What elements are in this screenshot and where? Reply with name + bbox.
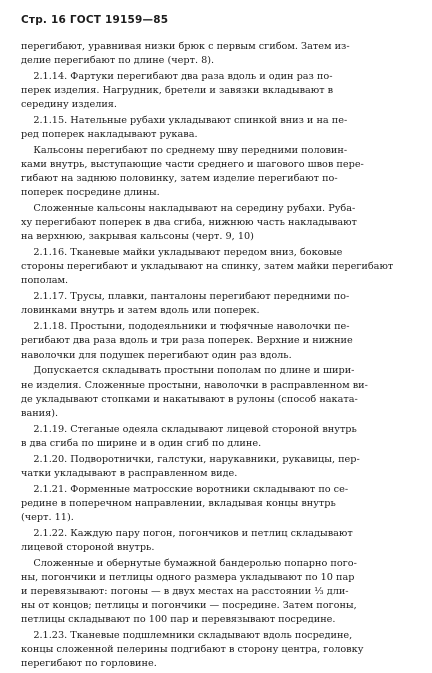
paragraph	[21, 557, 417, 627]
text-line: Допускается складывать простыни пополам по длине и шири-	[21, 365, 355, 377]
text-line: 2.1.23. Тканевые подшлемники складывают вдоль посредине,	[21, 629, 353, 641]
paragraph	[21, 423, 417, 451]
paragraph	[21, 144, 417, 200]
text-line: 2.1.19. Стеганые одеяла складывают лицевой стороной внутрь	[21, 423, 357, 435]
text-line: концы сложенной пелерины подгибают в сторону центра, головку	[21, 644, 364, 655]
paragraph	[21, 320, 417, 362]
text-line: ху перегибают поперек в два сгиба, нижнюю часть накладывают	[21, 217, 357, 229]
paragraph	[21, 114, 417, 142]
text-line: наволочки для подушек перегибают один раз вдоль.	[21, 349, 292, 361]
page-header: Стр. 16 ГОСТ 19159—85	[21, 14, 169, 26]
text-line: 2.1.21. Форменные матросские воротники складывают по се-	[21, 483, 349, 495]
paragraph	[21, 453, 417, 481]
text-line: перегибают по горловине.	[21, 658, 157, 670]
text-line: ками внутрь, выступающие части среднего и шагового швов пере-	[21, 159, 364, 171]
text-line: середину изделия.	[21, 99, 117, 111]
text-line: редине в поперечном направлении, вкладывая концы внутрь	[21, 497, 336, 509]
text-line: стороны перегибают и укладывают на спинку, затем майки перегибают	[21, 261, 394, 273]
text-line: поперек посредине длины.	[21, 187, 160, 199]
text-line: Сложенные кальсоны накладывают на середину рубахи. Руба-	[21, 203, 356, 215]
body-text	[21, 40, 417, 673]
text-line: 2.1.15. Нательные рубахи укладывают спинкой вниз и на пе-	[21, 115, 348, 127]
text-line: 2.1.20. Подворотнички, галстуки, нарукавники, рукавицы, пер-	[21, 453, 360, 465]
text-line: и перевязывают: погоны — в двух местах на расстоянии ⅓ дли-	[21, 585, 349, 597]
text-line: делие перегибают по длине (черт. 8).	[21, 55, 215, 67]
paragraph	[21, 527, 417, 555]
text-line: гибают на заднюю половинку, затем изделие перегибают по-	[21, 173, 338, 185]
text-line: перек изделия. Нагрудник, бретели и завязки вкладывают в	[21, 85, 334, 97]
paragraph	[21, 364, 417, 420]
text-line: ны от концов; петлицы и погончики — посредине. Затем погоны,	[21, 599, 357, 611]
text-line: ны, погончики и петлицы одного размера укладывают по 10 пар	[21, 571, 355, 583]
text-line: на верхнюю, закрывая кальсоны (черт. 9, 10)	[21, 231, 254, 243]
text-line: вания).	[21, 407, 59, 419]
text-line: петлицы складывают по 100 пар и перевязывают посредине.	[21, 614, 336, 626]
paragraph	[21, 202, 417, 244]
paragraph	[21, 483, 417, 525]
paragraph	[21, 40, 417, 68]
text-line: де укладывают стопками и накатывают в рулоны (способ наката-	[21, 393, 358, 405]
text-line: пополам.	[21, 275, 69, 287]
text-line: в два сгиба по ширине и в один сгиб по длине.	[21, 437, 262, 449]
text-line: 2.1.16. Тканевые майки укладывают передом вниз, боковые	[21, 247, 343, 259]
text-line: ред поперек накладывают рукава.	[21, 129, 198, 141]
text-line: 2.1.14. Фартуки перегибают два раза вдоль и один раз по-	[21, 70, 333, 82]
text-line: Сложенные и обернутые бумажной бандеролью попарно пого-	[21, 557, 357, 569]
paragraph	[21, 70, 417, 112]
text-line: (черт. 11).	[21, 511, 74, 523]
text-line: не изделия. Сложенные простыни, наволочки в расправленном ви-	[21, 379, 368, 391]
text-line: ловинками внутрь и затем вдоль или поперек.	[21, 305, 260, 317]
text-line: перегибают, уравнивая низки брюк с первым сгибом. Затем из-	[21, 41, 350, 52]
text-line: чатки укладывают в расправленном виде.	[21, 467, 238, 479]
text-line: 2.1.17. Трусы, плавки, панталоны перегибают передними по-	[21, 291, 350, 303]
paragraph	[21, 246, 417, 288]
paragraph	[21, 290, 417, 318]
text-line: Кальсоны перегибают по среднему шву передними половин-	[21, 145, 348, 157]
text-line: 2.1.18. Простыни, пододеяльники и тюфячные наволочки пе-	[21, 321, 350, 333]
text-line: 2.1.22. Каждую пару погон, погончиков и петлиц складывают	[21, 527, 353, 539]
paragraph	[21, 629, 417, 671]
text-line: регибают два раза вдоль и три раза поперек. Верхние и нижние	[21, 335, 353, 347]
text-line: лицевой стороной внутрь.	[21, 541, 155, 553]
